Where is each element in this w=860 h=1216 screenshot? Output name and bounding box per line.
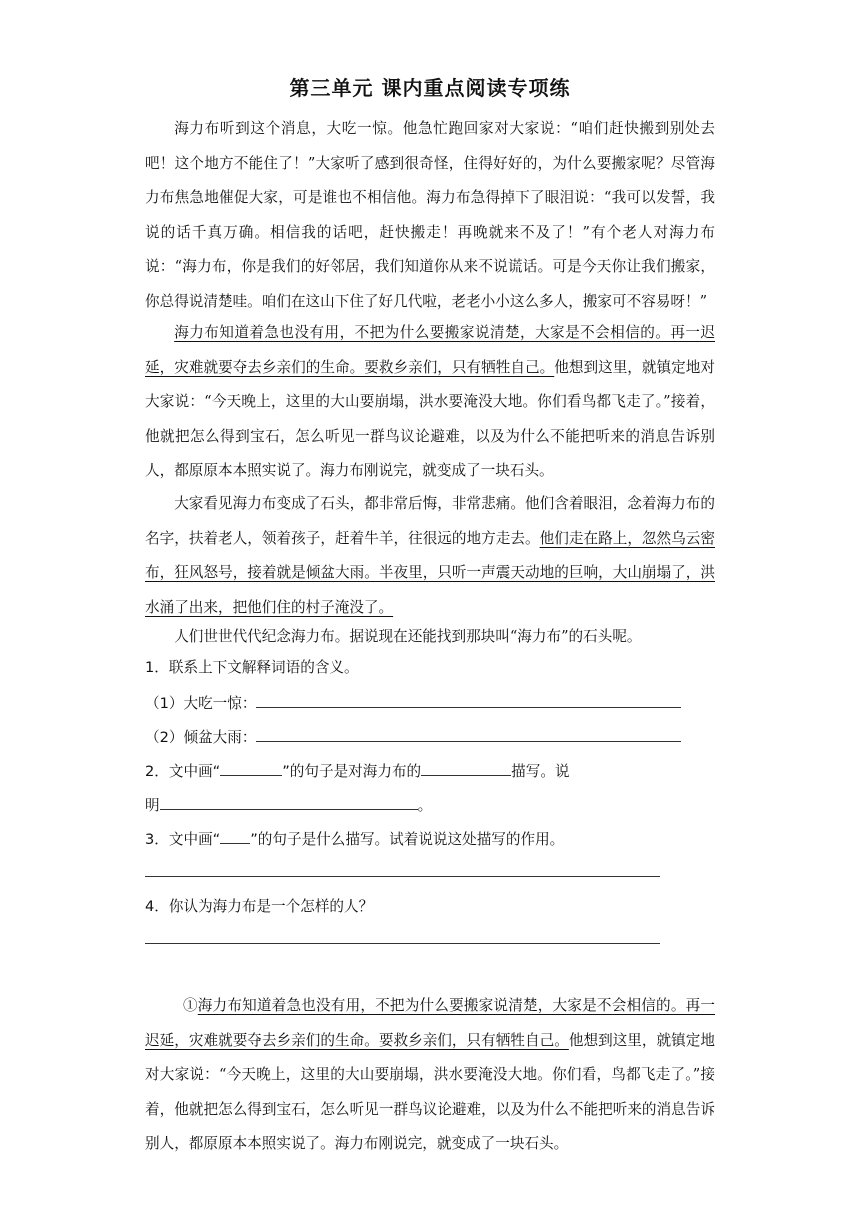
answer-blank-1a[interactable] bbox=[256, 693, 681, 708]
answer-rest: 他想到这里，就镇定地对大家说：“今天晚上，这里的大山要崩塌，洪水要淹没大地。你们看，鸟都飞走了。”接着，他就把怎么得到宝石，怎么听见一群鸟议论避难，以及为什么不能把听来的消息告诉别人，都原原本本照实说了。海力布刚说完，就变成了一块石头。 bbox=[145, 1031, 715, 1152]
passage-paragraph-4: 人们世世代代纪念海力布。据说现在还能找到那块叫“海力布”的石头呢。 bbox=[174, 628, 642, 645]
underline-sample-straight bbox=[220, 761, 282, 776]
answer-blank-2a[interactable] bbox=[421, 761, 511, 776]
passage-paragraph-1: 海力布听到这个消息，大吃一惊。他急忙跑回家对大家说：“咱们赶快搬到别处去吧！这个地方不能住了！”大家听了感到很奇怪，住得好好的，为什么要搬家呢？尽管海力布焦急地催促大家，可是谁也不相信他。海力布急得掉下了眼泪说：“我可以发誓，我说的话千真万确。相信我的话吧，赶快搬走！再晚就来不及了！”有个老人对海力布说：“海力布，你是我们的好邻居，我们知道你从来不说谎话。可是今天你让我们搬家，你总得说清楚哇。咱们在这山下住了好几代啦，老老小小这么多人，搬家可不容易呀！” bbox=[145, 120, 715, 310]
question-2-text-e: 。 bbox=[417, 797, 433, 814]
answer-line-3[interactable] bbox=[145, 876, 660, 877]
question-1: 1．联系上下文解释词语的含义。 bbox=[145, 659, 359, 676]
question-2-continued bbox=[145, 795, 432, 816]
question-2 bbox=[145, 761, 570, 782]
question-4: 4．你认为海力布是一个怎样的人？ bbox=[145, 898, 374, 915]
question-2-text-a: 2．文中画“ bbox=[145, 763, 221, 780]
question-1b-label: （2）倾盆大雨： bbox=[145, 729, 257, 746]
answer-paragraph bbox=[145, 989, 715, 1162]
question-1a-label: （1）大吃一惊： bbox=[145, 695, 257, 712]
underlined-sentence-straight: 海力布知道着急也没有用，不把为什么要搬家说清楚，大家是不会相信的。再一迟延，灾难就要夺去乡亲们的生命。要救乡亲们，只有牺牲自己。 bbox=[145, 324, 715, 376]
answer-underlined-sentence: 海力布知道着急也没有用，不把为什么要搬家说清楚，大家是不会相信的。再一迟延，灾难就要夺去乡亲们的生命。要救乡亲们，只有牺牲自己。 bbox=[145, 997, 715, 1049]
question-1a bbox=[145, 693, 681, 714]
passage-paragraph-3 bbox=[145, 487, 715, 625]
answer-blank-2b[interactable] bbox=[160, 795, 418, 810]
question-2-text-b: ”的句子是对海力布的 bbox=[282, 763, 422, 780]
question-2-text-d: 明 bbox=[145, 797, 160, 814]
question-1b bbox=[145, 727, 681, 748]
page-title: 第三单元 课内重点阅读专项练 bbox=[289, 76, 571, 100]
underline-sample-wavy bbox=[220, 829, 250, 844]
answer-blank-1b[interactable] bbox=[256, 727, 681, 742]
answer-marker: ① bbox=[182, 997, 198, 1014]
passage-paragraph-2 bbox=[145, 316, 715, 489]
paragraph-2-rest: 他想到这里，就镇定地对大家说：“今天晚上，这里的大山要崩塌，洪水要淹没大地。你们看鸟都飞走了。”接着，他就把怎么得到宝石，怎么听见一群鸟议论避难，以及为什么不能把听来的消息告诉别人，都原原本本照实说了。海力布刚说完，就变成了一块石头。 bbox=[145, 358, 715, 479]
question-2-text-c: 描写。说 bbox=[511, 763, 570, 780]
question-3-text-b: ”的句子是什么描写。试着说说这处描写的作用。 bbox=[250, 831, 565, 848]
paragraph-3-text: 大家看见海力布变成了石头，都非常后悔，非常悲痛。他们含着眼泪，念着海力布的名字，扶着老人，领着孩子，赶着牛羊，往很远的地方走去。 bbox=[145, 495, 715, 547]
answer-line-4[interactable] bbox=[145, 943, 660, 944]
question-3-text-a: 3．文中画“ bbox=[145, 831, 221, 848]
underlined-sentence-wavy: 他们走在路上，忽然乌云密布，狂风怒号，接着就是倾盆大雨。半夜里，只听一声震天动地的巨响，大山崩塌了，洪水涌了出来，把他们住的村子淹没了。 bbox=[145, 529, 715, 616]
question-3 bbox=[145, 829, 564, 850]
